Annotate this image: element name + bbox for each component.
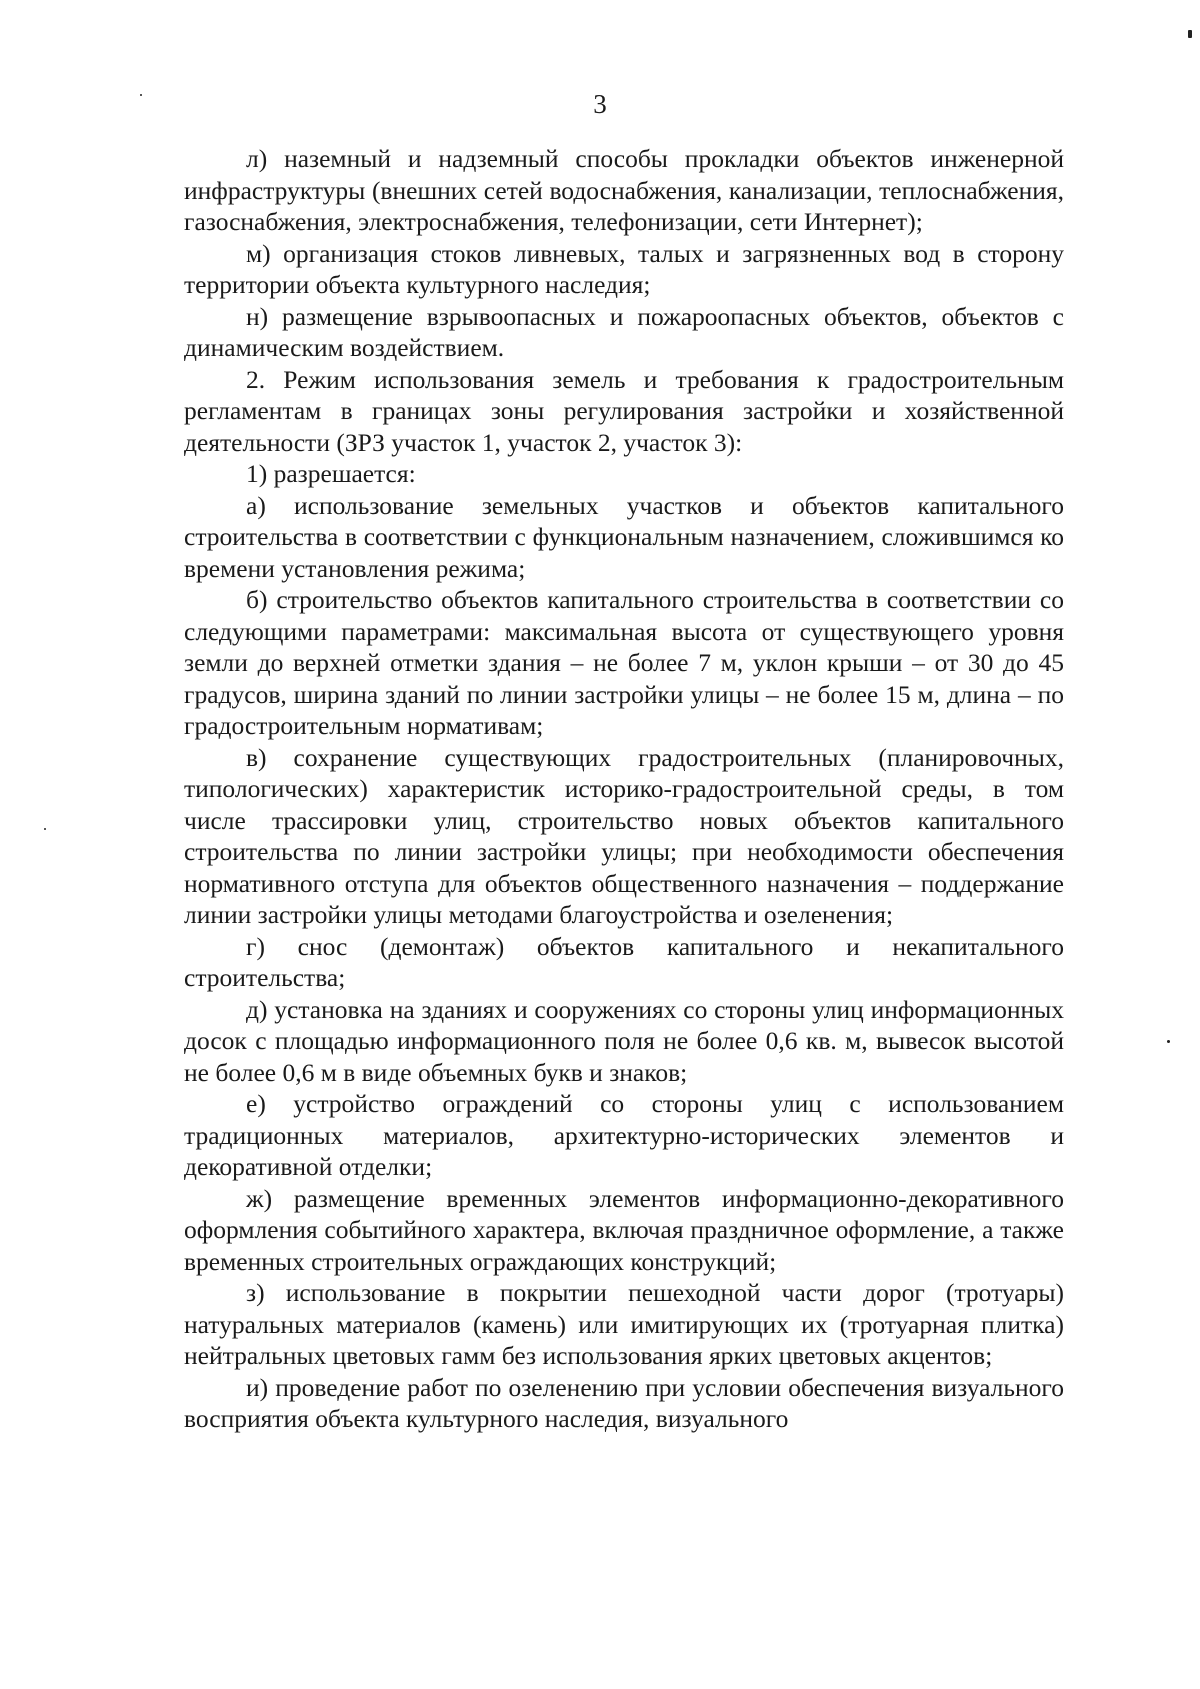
scan-speck xyxy=(1188,30,1192,38)
scan-speck xyxy=(140,94,142,96)
paragraph-zh: ж) размещение временных элементов информационно-декоративного оформления событийного характера, включая праздничное оформление, а также временных строительных ограждающих конструкций; xyxy=(184,1183,1064,1276)
paragraph-e: е) устройство ограждений со стороны улиц с использованием традиционных материалов, архитектурно-исторических элементов и декоративной отделки; xyxy=(184,1089,1064,1181)
paragraph-d: д) установка на зданиях и сооружениях со стороны улиц информационных досок с площадью информационного поля не более 0,6 кв. м, вывесок высотой не более 0,6 м в виде объемных букв и знаков; xyxy=(184,994,1064,1087)
paragraph-section-2: 2. Режим использования земель и требования к градостроительным регламентам в границах зоны регулирования застройки и хозяйственной деятельности (ЗРЗ участок 1, участок 2, участок 3): xyxy=(184,364,1064,457)
scan-speck xyxy=(44,828,46,830)
paragraph-n: н) размещение взрывоопасных и пожароопасных объектов, объектов с динамическим воздействием. xyxy=(184,301,1064,362)
paragraph-m: м) организация стоков ливневых, талых и загрязненных вод в сторону территории объекта культурного наследия; xyxy=(184,238,1064,299)
scan-speck xyxy=(1167,1040,1170,1043)
page-number: 3 xyxy=(593,89,607,119)
paragraph-g: г) снос (демонтаж) объектов капитального и некапитального строительства; xyxy=(184,931,1064,992)
document-body xyxy=(184,143,1064,1435)
paragraph-v: в) сохранение существующих градостроительных (планировочных, типологических) характеристик историко-градостроительной среды, в том числе трассировки улиц, строительство новых объектов капитального строительства по линии застройки улицы; при необходимости обеспечения нормативного отступа для объектов общественного назначения – поддержание линии застройки улицы методами благоустройства и озеленения; xyxy=(184,742,1064,929)
paragraph-i: и) проведение работ по озеленению при условии обеспечения визуального восприятия объекта культурного наследия, визуального xyxy=(184,1372,1064,1433)
paragraph-a: а) использование земельных участков и объектов капитального строительства в соответствии с функциональным назначением, сложившимся ко времени установления режима; xyxy=(184,490,1064,583)
paragraph-l: л) наземный и надземный способы прокладки объектов инженерной инфраструктуры (внешних сетей водоснабжения, канализации, теплоснабжения, газоснабжения, электроснабжения, телефонизации, сети Интернет); xyxy=(184,144,1064,236)
paragraph-z: з) использование в покрытии пешеходной части дорог (тротуары) натуральных материалов (камень) или имитирующих их (тротуарная плитка) нейтральных цветовых гамм без использования ярких цветовых акцентов; xyxy=(184,1278,1064,1370)
paragraph-allowed-heading: 1) разрешается: xyxy=(246,459,416,488)
paragraph-b: б) строительство объектов капитального строительства в соответствии со следующими параметрами: максимальная высота от существующего уровня земли до верхней отметки здания – не более 7 м, уклон крыши – от 30 до 45 градусов, ширина зданий по линии застройки улицы – не более 15 м, длина – по градостроительным нормативам; xyxy=(184,585,1064,740)
